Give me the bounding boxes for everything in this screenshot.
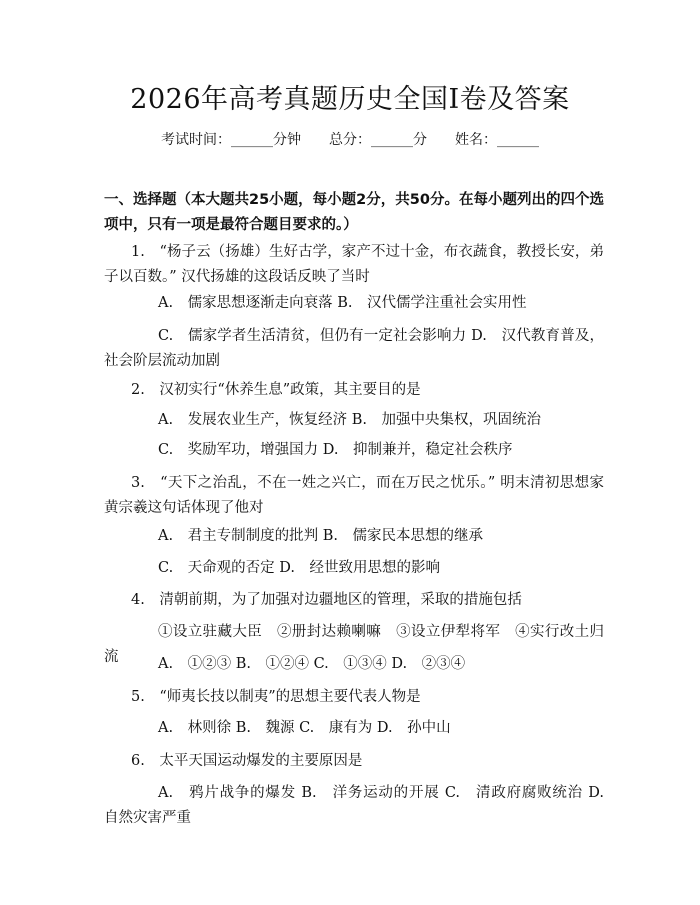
question-2-options-ab: A. 发展农业生产，恢复经济 B. 加强中央集权，巩固统治 bbox=[158, 412, 541, 428]
question-3-options-ab: A. 君主专制制度的批判 B. 儒家民本思想的继承 bbox=[158, 528, 483, 544]
question-1-options-cd: C. 儒家学者生活清贫，但仍有一定社会影响力 D. 汉代教育普及，社会阶层流动加剧 bbox=[104, 328, 604, 369]
question-1-options-ab: A. 儒家思想逐渐走向衰落 B. 汉代儒学注重社会实用性 bbox=[158, 295, 527, 311]
question-1-stem: 1. “杨子云（扬雄）生好古学，家产不过十金，布衣蔬食，教授长安，弟子以百数。” 汉代扬雄的这段话反映了当时 bbox=[104, 244, 604, 285]
question-5-stem: 5. “师夷长技以制夷”的思想主要代表人物是 bbox=[131, 689, 421, 705]
question-6-options: A. 鸦片战争的爆发 B. 洋务运动的开展 C. 清政府腐败统治 D. 自然灾害严重 bbox=[104, 785, 619, 826]
question-6-stem: 6. 太平天国运动爆发的主要原因是 bbox=[131, 753, 363, 769]
question-4-stem: 4. 清朝前期，为了加强对边疆地区的管理，采取的措施包括 bbox=[131, 592, 522, 608]
exam-meta bbox=[0, 130, 700, 150]
question-3-options-cd: C. 天命观的否定 D. 经世致用思想的影响 bbox=[158, 560, 441, 576]
question-5-options: A. 林则徐 B. 魏源 C. 康有为 D. 孙中山 bbox=[158, 720, 451, 736]
question-4-statements: ①设立驻藏大臣 ②册封达赖喇嘛 ③设立伊犁将军 ④实行改土归流 bbox=[104, 624, 604, 665]
section-heading: 一、选择题（本大题共25小题，每小题2分，共50分。在每小题列出的四个选项中，只有一项是最符合题目要求的。） bbox=[104, 192, 604, 233]
student-name-field: 姓名：______ bbox=[455, 132, 539, 148]
question-2-stem: 2. 汉初实行“休养生息”政策，其主要目的是 bbox=[131, 382, 421, 398]
total-score-field: 总分：______分 bbox=[329, 132, 427, 148]
page-title: 2026年高考真题历史全国I卷及答案 bbox=[130, 84, 570, 115]
question-3-stem: 3. “天下之治乱，不在一姓之兴亡，而在万民之忧乐。” 明末清初思想家黄宗羲这句话体现了他对 bbox=[104, 475, 604, 516]
exam-time-field: 考试时间：______分钟 bbox=[161, 132, 301, 148]
question-4-options: A. ①②③ B. ①②④ C. ①③④ D. ②③④ bbox=[158, 656, 466, 672]
question-2-options-cd: C. 奖励军功，增强国力 D. 抑制兼并，稳定社会秩序 bbox=[158, 442, 513, 458]
